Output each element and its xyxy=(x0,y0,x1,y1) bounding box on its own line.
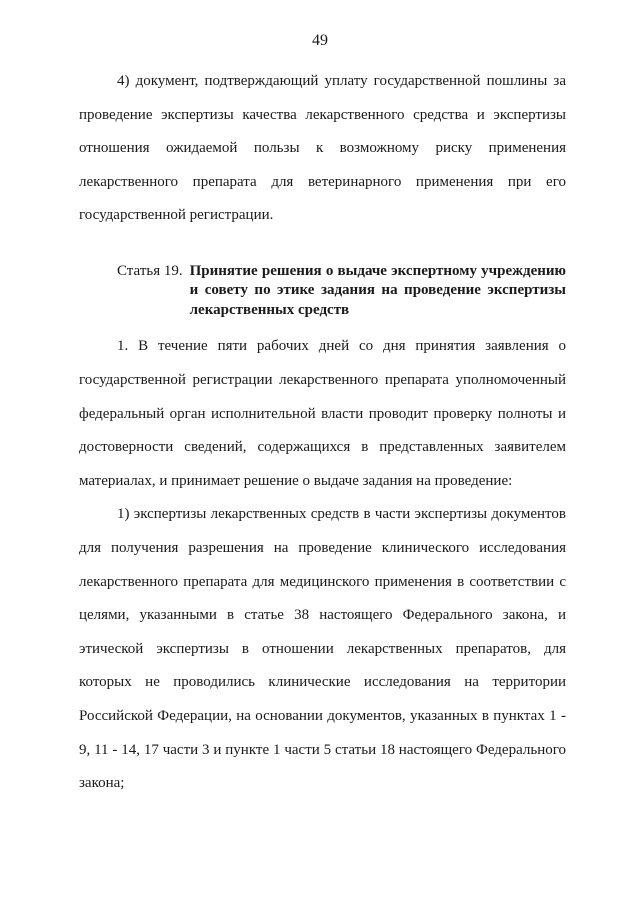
paragraph-point-1: 1. В течение пяти рабочих дней со дня принятия заявления о государственной регистрации лекарственного препарата уполномоченный федеральный орган исполнительной власти проводит проверку полноты и достоверности сведений, содержащихся в представленных заявителем материалах, и принимает решение о выдаче задания на проведение: xyxy=(79,338,566,489)
article-number: Статья 19. xyxy=(117,262,183,279)
document-body xyxy=(79,65,566,801)
paragraph-subpoint-1: 1) экспертизы лекарственных средств в части экспертизы документов для получения разрешения на проведение клинического исследования лекарственного препарата для медицинского применения в соответствии с целями, указанными в статье 38 настоящего Федерального закона, и этической экспертизы в отношении лекарственных препаратов, для которых не проводились клинические исследования на территории Российской Федерации, на основании документов, указанных в пунктах 1 - 9, 11 - 14, 17 части 3 и пункте 1 части 5 статьи 18 настоящего Федерального закона; xyxy=(79,506,566,792)
page-number: 49 xyxy=(312,32,328,49)
article-heading xyxy=(79,262,566,321)
paragraph-item-4-payment-document: 4) документ, подтверждающий уплату государственной пошлины за проведение экспертизы качества лекарственного средства и экспертизы отношения ожидаемой пользы к возможному риску применения лекарственного препарата для ветеринарного применения при его государственной регистрации. xyxy=(79,73,566,224)
article-title: Принятие решения о выдаче экспертному учреждению и совету по этике задания на проведение экспертизы лекарственных средств xyxy=(189,262,566,318)
